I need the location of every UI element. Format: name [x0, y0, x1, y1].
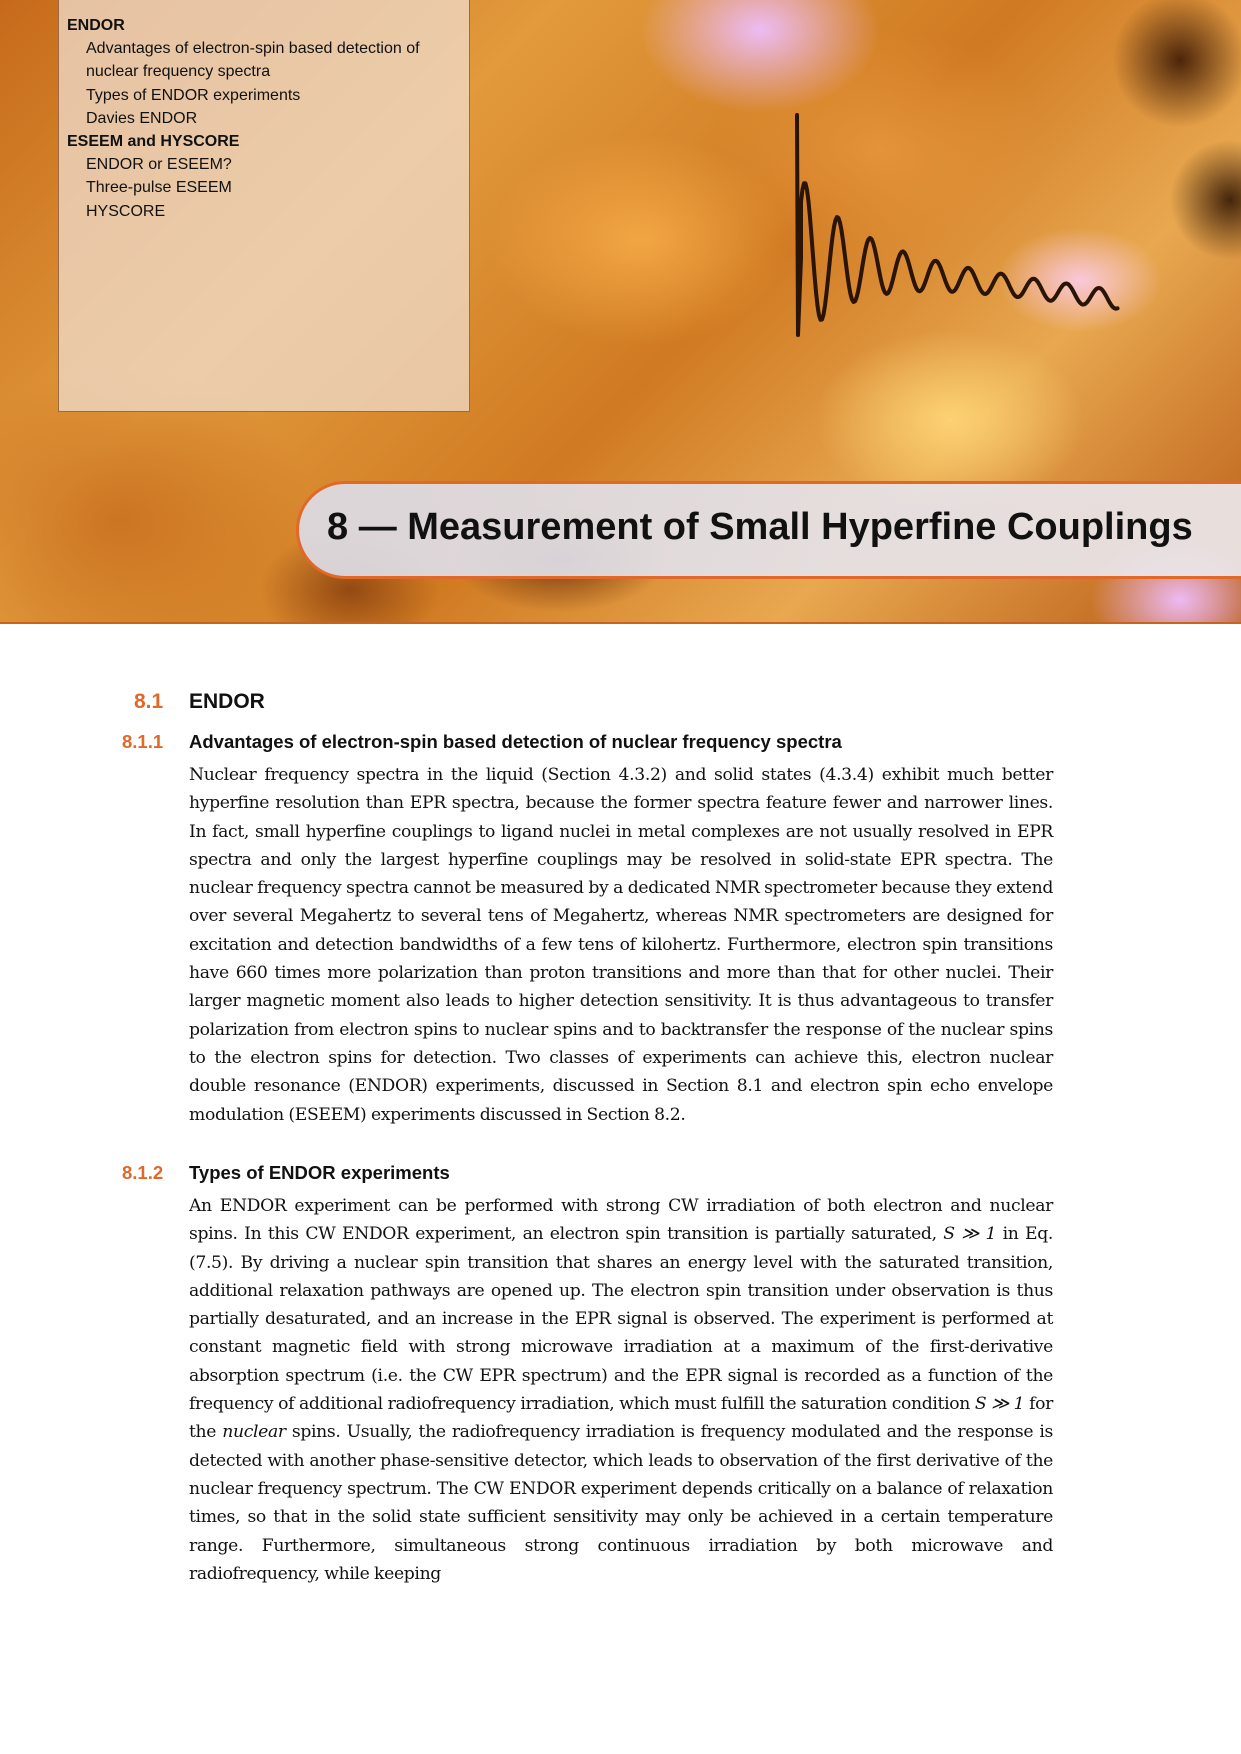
toc-item-endor[interactable]: ENDOR: [67, 17, 125, 34]
math-inline: S ≫ 1: [974, 1394, 1025, 1415]
section-number: 8.1: [134, 690, 164, 713]
toc-item-three-pulse-eseem[interactable]: Three-pulse ESEEM: [86, 179, 232, 197]
toc-item-types-of-endor[interactable]: Types of ENDOR experiments: [86, 86, 301, 104]
emphasis: nuclear: [222, 1422, 286, 1443]
text-run: spins. Usually, the radiofrequency irradiation is frequency modulated and the response is detected with another phase-sensitive detector, which leads to observation of the first derivative of the nuclear frequency spectrum. The CW ENDOR experiment depends critically on a balance of relaxation times, so that in the solid state sufficient sensitivity may only be achieved in a certain temperature range. Furthermore, simultaneous strong continuous irradiation by both microwave and radiofrequency, while keeping: [189, 1422, 1053, 1584]
chapter-toc: [58, 0, 470, 412]
math-inline: S ≫ 1: [943, 1224, 997, 1245]
subsection-title: Types of ENDOR experiments: [189, 1162, 450, 1183]
chapter-title: 8 — Measurement of Small Hyperfine Couplings: [327, 506, 1193, 548]
toc-item-davies-endor[interactable]: Davies ENDOR: [86, 109, 198, 127]
paragraph-types-of-endor: [189, 1192, 1053, 1588]
subsection-number: 8.1.2: [122, 1162, 164, 1183]
toc-item-eseem-hyscore[interactable]: ESEEM and HYSCORE: [67, 133, 240, 151]
paragraph-advantages: Nuclear frequency spectra in the liquid (Section 4.3.2) and solid states (4.3.4) exhibit much better hyperfine resolution than EPR spectra, because the former spectra feature fewer and narrower lines. In fact, small hyperfine couplings to ligand nuclei in metal complexes are not usually resolved in EPR spectra and only the largest hyperfine couplings may be resolved in solid-state EPR spectra. The nuclear frequency spectra cannot be measured by a dedicated NMR spectrometer because they extend over several Megahertz to several tens of Megahertz, whereas NMR spectrometers are designed for excitation and detection bandwidths of a few tens of kilohertz. Furthermore, electron spin transitions have 660 times more polarization than proton transitions and more than that for other nuclei. Their larger magnetic moment also leads to higher detection sensitivity. It is thus advantageous to transfer polarization from electron spins to nuclear spins and to backtransfer the response of the nuclear spins to the electron spins for detection. Two classes of experiments can achieve this, electron nuclear double resonance (ENDOR) experiments, discussed in Section 8.1 and electron spin echo envelope modulation (ESEEM) experiments discussed in Section 8.2.: [189, 765, 1053, 1125]
subsection-heading-8-1-1: [122, 731, 842, 753]
toc-item-advantages[interactable]: Advantages of electron-spin based detection of nuclear frequency spectra: [86, 40, 420, 81]
section-title: ENDOR: [189, 690, 265, 713]
text-run: An ENDOR experiment can be performed with strong CW irradiation of both electron and nuclear spins. In this CW ENDOR experiment, an electron spin transition is partially saturated,: [189, 1196, 1053, 1245]
text-run: for the: [189, 1394, 1053, 1443]
chapter-banner: [0, 0, 1241, 624]
toc-item-endor-or-eseem[interactable]: ENDOR or ESEEM?: [86, 156, 232, 174]
subsection-heading-8-1-2: [122, 1162, 450, 1184]
subsection-title: Advantages of electron-spin based detection of nuclear frequency spectra: [189, 731, 842, 752]
text-run: in Eq. (7.5). By driving a nuclear spin transition that shares an energy level with the saturated transition, additional relaxation pathways are opened up. The electron spin transition under observation is thus partially desaturated, and an increase in the EPR signal is observed. The experiment is performed at constant magnetic field with strong microwave irradiation at a maximum of the first-derivative absorption spectrum (i.e. the CW EPR spectrum) and the EPR signal is recorded as a function of the frequency of additional radiofrequency irradiation, which must fulfill the saturation condition: [189, 1224, 1053, 1415]
toc-item-hyscore[interactable]: HYSCORE: [86, 202, 166, 220]
subsection-number: 8.1.1: [122, 731, 164, 752]
section-heading-8-1: [134, 690, 265, 714]
